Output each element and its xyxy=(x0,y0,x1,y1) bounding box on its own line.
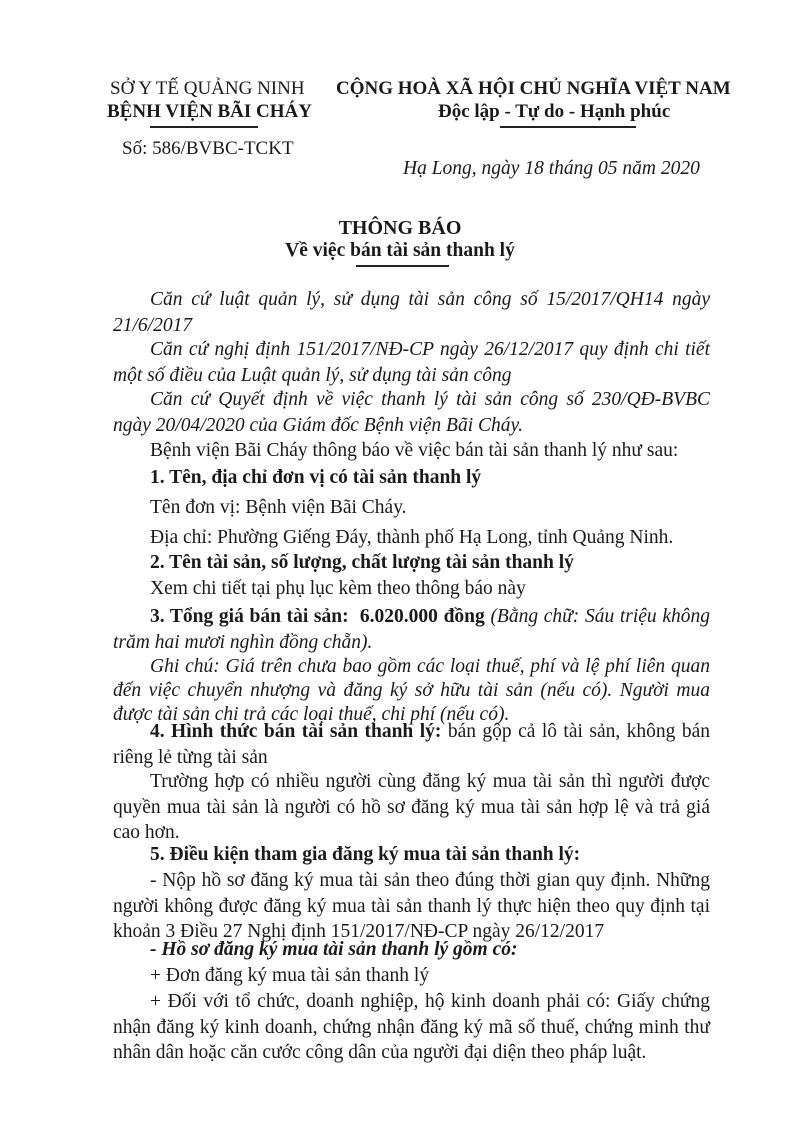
section-1-heading: 1. Tên, địa chỉ đơn vị có tài sản thanh lý xyxy=(150,467,482,488)
place-date: Hạ Long, ngày 18 tháng 05 năm 2020 xyxy=(403,158,700,179)
section-2-text: Xem chi tiết tại phụ lục kèm theo thông báo này xyxy=(150,578,526,599)
motto-underline xyxy=(500,126,636,128)
legal-basis-1: Căn cứ luật quản lý, sử dụng tài sản công số 15/2017/QH14 ngày 21/6/2017 xyxy=(113,289,710,336)
intro-line: Bệnh viện Bãi Cháy thông báo về việc bán tài sản thanh lý như sau: xyxy=(150,440,679,461)
document-number: Số: 586/BVBC-TCKT xyxy=(122,138,294,159)
section-3-heading: 3. Tổng giá bán tài sản: xyxy=(150,606,349,627)
subtitle-underline xyxy=(356,265,449,267)
unit-address: Địa chỉ: Phường Giếng Đáy, thành phố Hạ Long, tỉnh Quảng Ninh. xyxy=(150,527,674,548)
section-4-condition: Trường hợp có nhiều người cùng đăng ký mua tài sản thì người được quyền mua tài sản là người có hồ sơ đăng ký mua tài sản hợp lệ và trả giá cao hơn. xyxy=(113,771,710,843)
section-4-text: bán gộp cả lô tài sản, không bán riêng lẻ từng tài sản xyxy=(113,721,711,768)
org-name: BỆNH VIỆN BÃI CHÁY xyxy=(107,101,312,122)
section-5-heading: 5. Điều kiện tham gia đăng ký mua tài sản thanh lý: xyxy=(150,844,581,865)
org-parent: SỞ Y TẾ QUẢNG NINH xyxy=(110,78,305,99)
section-5-paragraph-1: - Nộp hồ sơ đăng ký mua tài sản theo đúng thời gian quy định. Những người không được đăng ký mua tài sản thanh lý thực hiện theo quy định tại khoản 3 Điều 27 Nghị định 151/2017/NĐ-CP ngày 26/12/2017 xyxy=(113,870,710,942)
price-note: Ghi chú: Giá trên chưa bao gồm các loại thuế, phí và lệ phí liên quan đến việc chuyển nhượng và đăng ký sở hữu tài sản (nếu có). Người mua được tài sản chi trả các loại thuế, chi phí (nếu có). xyxy=(113,656,710,725)
unit-name: Tên đơn vị: Bệnh viện Bãi Cháy. xyxy=(150,497,407,518)
total-price: 6.020.000 đồng xyxy=(359,606,485,627)
price-in-words: (Bằng chữ: Sáu triệu không trăm hai mươi nghìn đồng chẵn). xyxy=(113,606,710,653)
section-3-paragraph xyxy=(113,604,710,655)
document-title: THÔNG BÁO xyxy=(338,217,462,239)
section-4-heading: 4. Hình thức bán tài sản thanh lý: xyxy=(150,721,442,742)
legal-basis-2: Căn cứ nghị định 151/2017/NĐ-CP ngày 26/12/2017 quy định chi tiết một số điều của Luật quản lý, sử dụng tài sản công xyxy=(113,339,710,386)
section-2-heading: 2. Tên tài sản, số lượng, chất lượng tài sản thanh lý xyxy=(150,552,574,573)
application-docs-heading: - Hồ sơ đăng ký mua tài sản thanh lý gồm có: xyxy=(150,939,518,960)
section-4-paragraph xyxy=(113,719,710,770)
legal-basis-3: Căn cứ Quyết định về việc thanh lý tài sản công số 230/QĐ-BVBC ngày 20/04/2020 của Giám đốc Bệnh viện Bãi Cháy. xyxy=(113,389,710,436)
application-item-2: + Đối với tổ chức, doanh nghiệp, hộ kinh doanh phải có: Giấy chứng nhận đăng ký kinh doanh, chứng nhận đăng ký mã số thuế, chứng minh thư nhân dân hoặc căn cước công dân của người đại diện theo pháp luật. xyxy=(113,991,710,1063)
application-item-1: + Đơn đăng ký mua tài sản thanh lý xyxy=(150,965,430,986)
document-subtitle: Về việc bán tài sản thanh lý xyxy=(285,240,515,261)
nation-title: CỘNG HOÀ XÃ HỘI CHỦ NGHĨA VIỆT NAM xyxy=(336,78,731,99)
nation-motto: Độc lập - Tự do - Hạnh phúc xyxy=(438,101,671,122)
org-underline xyxy=(150,126,258,128)
